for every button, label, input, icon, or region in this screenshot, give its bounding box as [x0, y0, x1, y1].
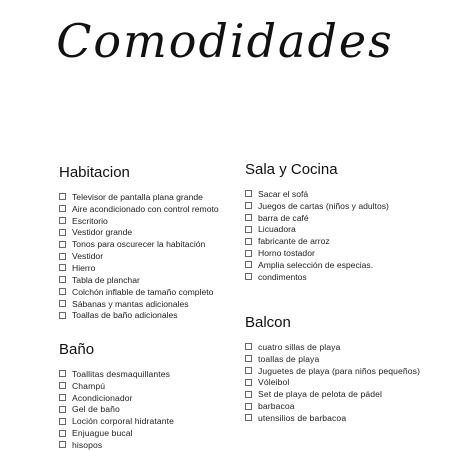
checklist-item-label: Juguetes de playa (para niños pequeños) — [258, 365, 421, 376]
checklist-item — [59, 238, 219, 250]
checklist-habitacion — [59, 191, 219, 321]
section-sala-cocina — [245, 161, 389, 283]
checklist-item-label: hisopos — [72, 439, 103, 450]
checklist-item-label: Tabla de planchar — [72, 274, 140, 285]
checklist-item-label: Enjuague bucal — [72, 428, 133, 439]
checklist-item-label: Set de playa de pelota de pádel — [258, 389, 382, 400]
checkbox[interactable] — [59, 430, 66, 437]
checklist-item-label: Colchón inflable de tamaño completo — [72, 286, 214, 297]
checkbox[interactable] — [245, 238, 252, 245]
checkbox[interactable] — [59, 276, 66, 283]
checkbox[interactable] — [245, 261, 252, 268]
checkbox[interactable] — [245, 190, 252, 197]
checklist-item-label: Amplia selección de especias. — [258, 259, 374, 270]
checkbox[interactable] — [59, 288, 66, 295]
checklist-item — [245, 341, 420, 353]
checklist-item — [245, 377, 420, 389]
checklist-item — [59, 250, 219, 262]
checkbox[interactable] — [245, 379, 252, 386]
checkbox[interactable] — [59, 382, 66, 389]
checkbox[interactable] — [59, 229, 66, 236]
checklist-item — [59, 203, 219, 215]
checklist-item — [59, 392, 174, 404]
checklist-item-label: Sábanas y mantas adicionales — [72, 298, 189, 309]
checklist-item — [245, 388, 420, 400]
checklist-item-label: barbacoa — [258, 401, 295, 412]
checklist-item — [245, 224, 389, 236]
checklist-item-label: Vestidor — [72, 251, 104, 262]
checklist-item-label: Sacar el sofá — [258, 188, 309, 199]
checklist-item-label: Vestidor grande — [72, 227, 133, 238]
checklist-item-label: Escritorio — [72, 215, 108, 226]
checkbox[interactable] — [59, 312, 66, 319]
checklist-item — [245, 259, 389, 271]
checkbox[interactable] — [245, 273, 252, 280]
checklist-item — [59, 439, 174, 451]
checkbox[interactable] — [245, 367, 252, 374]
checklist-sala-cocina — [245, 188, 389, 283]
checkbox[interactable] — [59, 205, 66, 212]
checkbox[interactable] — [245, 403, 252, 410]
checklist-item-label: utensilios de barbacoa — [258, 412, 347, 423]
checkbox[interactable] — [59, 300, 66, 307]
checklist-item — [245, 188, 389, 200]
checkbox[interactable] — [59, 441, 66, 448]
checklist-item — [59, 309, 219, 321]
checklist-item-label: Champú — [72, 380, 106, 391]
checkbox[interactable] — [245, 355, 252, 362]
checkbox[interactable] — [59, 418, 66, 425]
checklist-item — [59, 427, 174, 439]
checklist-item — [59, 380, 174, 392]
section-heading-bano: Baño — [59, 341, 95, 358]
checklist-bano — [59, 368, 174, 451]
checkbox[interactable] — [59, 264, 66, 271]
section-bano — [59, 341, 174, 451]
section-habitacion — [59, 164, 219, 321]
checklist-item — [245, 365, 420, 377]
checklist-item-label: condimentos — [258, 271, 307, 282]
checkbox[interactable] — [59, 394, 66, 401]
checkbox[interactable] — [245, 214, 252, 221]
checkbox[interactable] — [59, 217, 66, 224]
checklist-item — [59, 286, 219, 298]
checklist-item — [59, 227, 219, 239]
checklist-item — [59, 191, 219, 203]
checklist-item — [245, 212, 389, 224]
checkbox[interactable] — [245, 414, 252, 421]
checklist-item — [59, 368, 174, 380]
checklist-balcon — [245, 341, 420, 424]
section-heading-habitacion: Habitacion — [59, 164, 130, 181]
checklist-item — [59, 274, 219, 286]
checkbox[interactable] — [245, 250, 252, 257]
checklist-item — [59, 415, 174, 427]
checkbox[interactable] — [245, 391, 252, 398]
checklist-item — [245, 200, 389, 212]
checklist-item-label: fabricante de arroz — [258, 236, 330, 247]
checklist-item-label: Televisor de pantalla plana grande — [72, 191, 203, 202]
checklist-item-label: Gel de baño — [72, 404, 120, 415]
checklist-item — [245, 400, 420, 412]
checklist-item — [245, 271, 389, 283]
checklist-item — [59, 404, 174, 416]
checklist-item-label: Acondicionador — [72, 392, 133, 403]
checkbox[interactable] — [59, 193, 66, 200]
checklist-item-label: Horno tostador — [258, 248, 315, 259]
checklist-item — [245, 353, 420, 365]
section-balcon — [245, 314, 420, 424]
checklist-item-label: toallas de playa — [258, 353, 320, 364]
checklist-item — [245, 412, 420, 424]
checklist-item-label: Licuadora — [258, 224, 296, 235]
checklist-item-label: Aire acondicionado con control remoto — [72, 203, 219, 214]
checklist-item-label: Loción corporal hidratante — [72, 416, 174, 427]
section-heading-sala-cocina: Sala y Cocina — [245, 161, 338, 178]
checklist-item-label: Juegos de cartas (niños y adultos) — [258, 200, 389, 211]
section-heading-balcon: Balcon — [245, 314, 291, 331]
checklist-item-label: cuatro sillas de playa — [258, 341, 341, 352]
checklist-item-label: Vóleibol — [258, 377, 290, 388]
checkbox[interactable] — [59, 241, 66, 248]
checklist-item-label: Hierro — [72, 262, 96, 273]
checkbox[interactable] — [59, 406, 66, 413]
checkbox[interactable] — [59, 370, 66, 377]
checklist-item-label: Toallas de baño adicionales — [72, 310, 178, 321]
checklist-item — [245, 235, 389, 247]
page-title: Comodidades — [56, 14, 394, 68]
checkbox[interactable] — [245, 343, 252, 350]
checklist-item-label: Toallitas desmaquillantes — [72, 368, 171, 379]
checklist-item — [245, 247, 389, 259]
checklist-item — [59, 298, 219, 310]
checkbox[interactable] — [245, 226, 252, 233]
checklist-item-label: Tonos para oscurecer la habitación — [72, 239, 206, 250]
checklist-item — [59, 262, 219, 274]
checklist-item-label: barra de café — [258, 212, 309, 223]
checkbox[interactable] — [59, 253, 66, 260]
checkbox[interactable] — [245, 202, 252, 209]
checklist-item — [59, 215, 219, 227]
